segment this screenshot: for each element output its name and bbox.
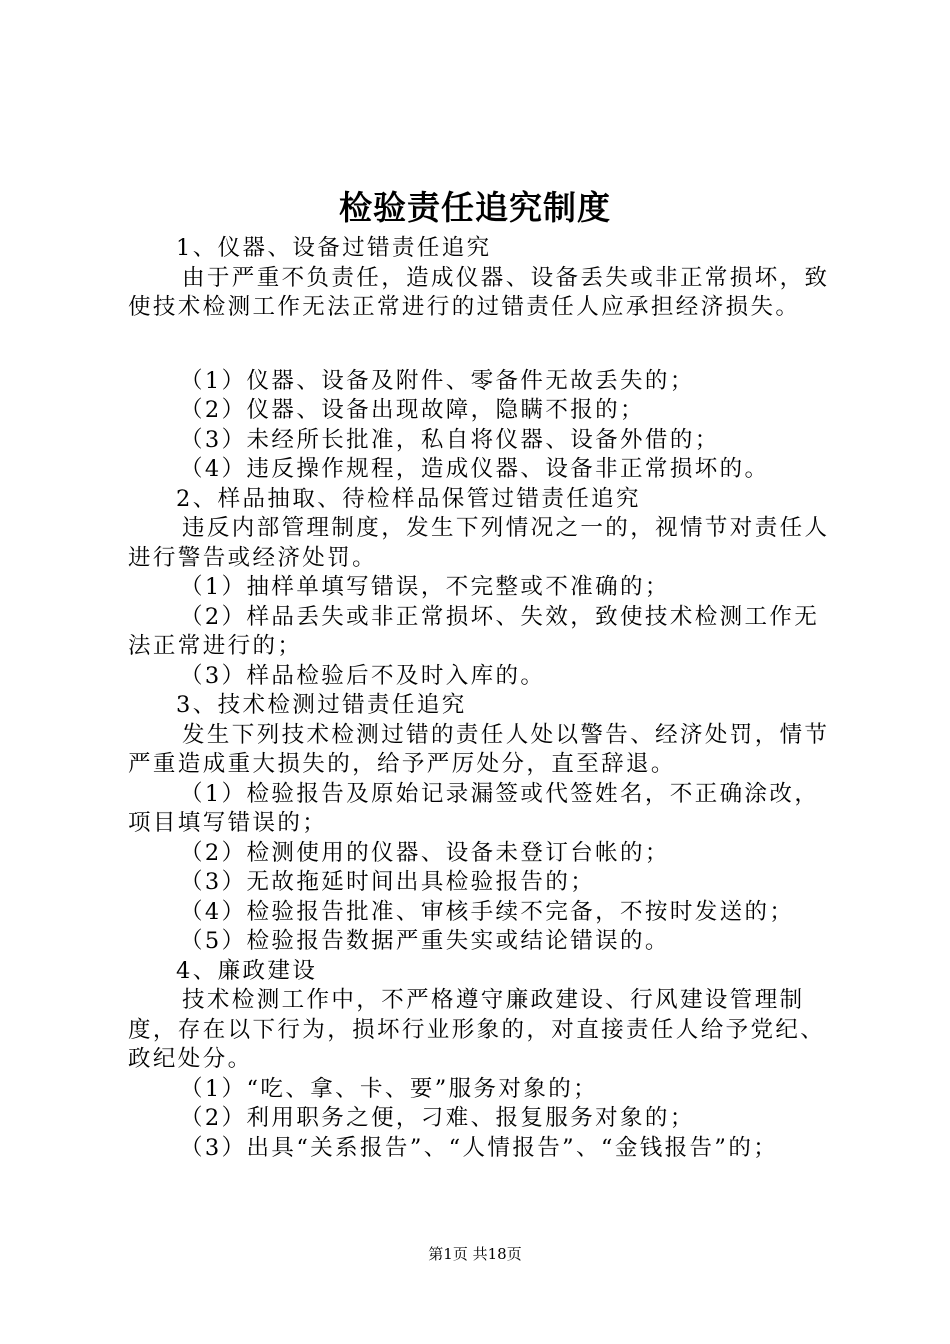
list-item: （3）未经所长批准，私自将仪器、设备外借的； [180, 426, 720, 453]
list-item: （2）样品丢失或非正常损坏、失效，致使技术检测工作无法正常进行的； [128, 603, 820, 659]
document-body [128, 234, 840, 1163]
list-item: （2）仪器、设备出现故障，隐瞒不报的； [180, 397, 645, 423]
page-number-footer: 第1页 共18页 [428, 1245, 522, 1263]
list-item: （2）利用职务之便，刁难、报复服务对象的； [180, 1105, 695, 1131]
list-item: （5）检验报告数据严重失实或结论错误的。 [180, 928, 670, 954]
list-item: （4）检验报告批准、审核手续不完备，不按时发送的； [180, 898, 795, 925]
document-title: 检验责任追究制度 [339, 188, 611, 227]
list-item: （1）仪器、设备及附件、零备件无故丢失的； [180, 367, 695, 394]
list-item: （2）检测使用的仪器、设备未登订台帐的； [180, 839, 670, 866]
list-item: （4）违反操作规程，造成仪器、设备非正常损坏的。 [180, 456, 770, 482]
list-item: （3）样品检验后不及时入库的。 [180, 662, 546, 689]
section-intro: 由于严重不负责任，造成仪器、设备丢失或非正常损坏，致使技术检测工作无法正常进行的过错责任人应承担经济损失。 [128, 264, 830, 320]
section-heading: 4、廉政建设 [176, 957, 318, 984]
list-item: （1）检验报告及原始记录漏签或代签姓名，不正确涂改，项目填写错误的； [128, 780, 820, 836]
section-intro: 技术检测工作中，不严格遵守廉政建设、行风建设管理制度，存在以下行为，损坏行业形象的，对直接责任人给予党纪、政纪处分。 [128, 987, 826, 1072]
section-intro: 违反内部管理制度，发生下列情况之一的，视情节对责任人进行警告或经济处罚。 [128, 515, 830, 571]
section-heading: 1、仪器、设备过错责任追究 [176, 235, 492, 261]
section-heading: 3、技术检测过错责任追究 [176, 692, 467, 718]
section-intro: 发生下列技术检测过错的责任人处以警告、经济处罚，情节严重造成重大损失的，给予严厉处分，直至辞退。 [128, 721, 830, 777]
paragraph-gap [128, 323, 840, 367]
list-item: （3）出具“关系报告”、“人情报告”、“金钱报告”的； [180, 1134, 779, 1161]
list-item: （3）无故拖延时间出具检验报告的； [180, 869, 596, 895]
list-item: （1）抽样单填写错误，不完整或不准确的； [180, 574, 670, 600]
section-heading: 2、样品抽取、待检样品保管过错责任追究 [176, 485, 641, 512]
list-item: （1）“吃、拿、卡、要”服务对象的； [180, 1075, 599, 1102]
